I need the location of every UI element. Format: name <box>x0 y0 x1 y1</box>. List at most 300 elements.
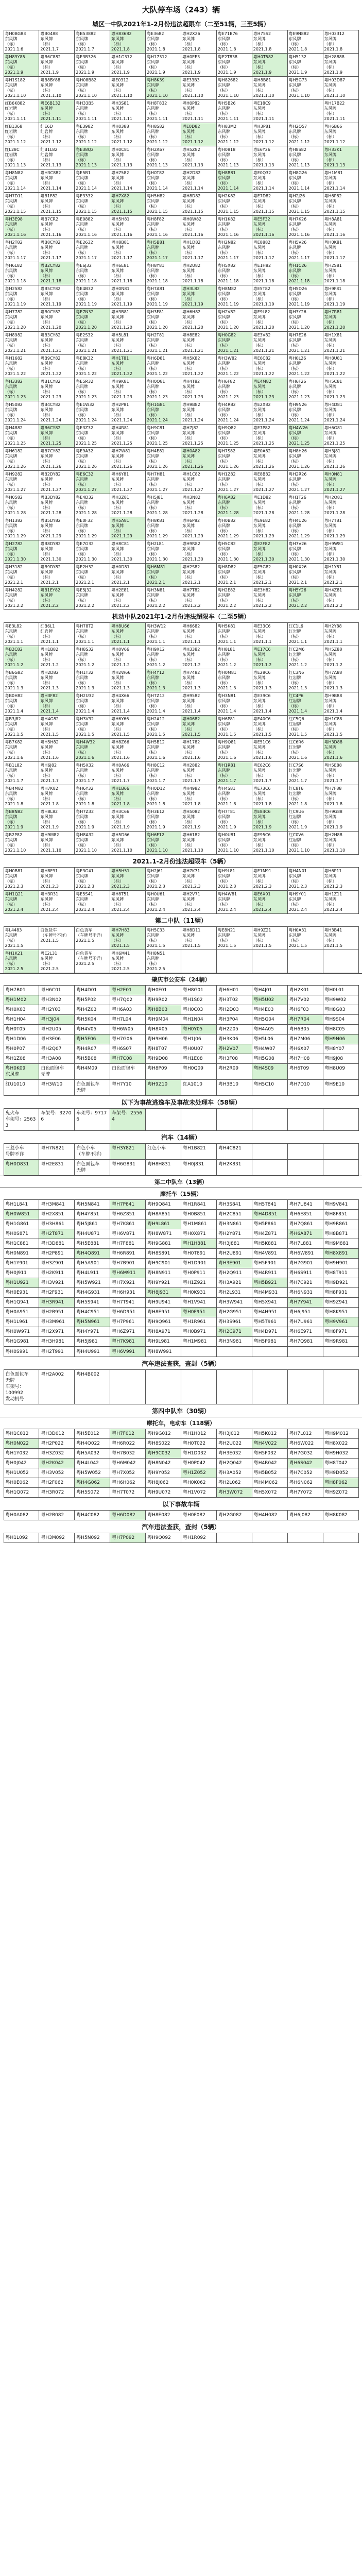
vehicle-table-d <box>4 926 359 973</box>
vehicle-cell <box>252 1533 287 1543</box>
vehicle-cell: 粤H1H881 <box>181 1239 216 1249</box>
vehicle-cell: 粤H0G82 东风牌 （标） 2021.1.21 <box>216 332 252 355</box>
vehicle-cell: 粤B8BY88 东风牌 （标） 2021.1.10 <box>39 77 75 100</box>
vehicle-cell <box>287 100 323 123</box>
vehicle-cell: 粤H89Y85 东风牌 （标） 2021.1.9 <box>4 54 39 77</box>
vehicle-cell: 粤H8S891 <box>146 1249 181 1259</box>
vehicle-cell: 粤H8F971 <box>323 1327 358 1337</box>
vehicle-cell: 粤H5W052 <box>75 1468 110 1478</box>
vehicle-cell: 粤H2L931 <box>216 1288 252 1298</box>
vehicle-cell: 粤H0L26 东风牌 （标） 2021.1.22 <box>287 355 323 378</box>
vehicle-cell: 粤H1Z82 东风牌 （标） 2021.1.27 <box>216 471 252 494</box>
vehicle-cell: 粤H4V05 <box>75 1025 110 1035</box>
vehicle-cell: 粤H8U66 东风牌 （标） 2021.1.1 <box>110 623 146 646</box>
vehicle-cell: 粤H5A901 <box>75 1259 110 1268</box>
vehicle-cell: 粤H9F81 东风牌 （标） 2021.1.19 <box>323 285 358 309</box>
vehicle-cell: 粤H7N821 <box>39 1144 75 1160</box>
vehicle-cell: 粤H9K81 东风牌 （标） 2021.1.23 <box>110 378 146 401</box>
vehicle-cell: 粤H6A82 东风牌 （标） 2021.1.28 <box>216 494 252 517</box>
table-row <box>4 1308 358 1317</box>
vehicle-cell: 粤H4S81 东风牌 （标） 2021.1.8 <box>216 785 252 808</box>
vehicle-cell: 粤H5C81 东风牌 （标） 2021.1.23 <box>323 378 358 401</box>
vehicle-cell: 粤H9Y921 <box>146 1278 181 1288</box>
vehicle-cell: 粤H7Q981 <box>287 1337 323 1347</box>
vehicle-cell: 粤H2E81 东风牌 （标） 2021.2.2 <box>110 587 146 610</box>
vehicle-cell: 粤H5E881 <box>75 1239 110 1249</box>
vehicle-cell: 粤H3Z901 <box>39 1259 75 1268</box>
vehicle-cell: 粤H8B81 东风牌 （标） 2021.1.17 <box>110 239 146 262</box>
vehicle-cell: 粤H2U82 东风牌 （标） 2021.1.18 <box>181 262 216 285</box>
vehicle-cell: 粤E9A32 东风牌 （标） 2021.1.26 <box>75 448 110 471</box>
table-row <box>4 808 358 832</box>
vehicle-cell: 粤H5F901 <box>252 1259 287 1268</box>
vehicle-cell: 粤H7C052 <box>287 1468 323 1478</box>
vehicle-cell: 粤H3F82 东风牌 （标） 2021.1.4 <box>39 692 75 716</box>
vehicle-cell: 粤H2Q911 <box>216 1268 252 1278</box>
vehicle-cell: 粤H6L82 东风牌 （标） 2021.1.18 <box>4 262 39 285</box>
section-title-8: 第四中队车（30辆） <box>152 1408 210 1415</box>
vehicle-cell: 粤H9X12 东风牌 （标） 2021.1.2 <box>146 646 181 669</box>
table-row <box>4 355 358 378</box>
vehicle-cell: 红C3N6 红岩牌 （标） 2021.1.3 <box>287 669 323 692</box>
table-row <box>4 1054 358 1064</box>
vehicle-cell: 粤H2Y88 东风牌 （标） 2021.1.1 <box>323 623 358 646</box>
vehicle-cell: 白色面包车 无牌 <box>39 1064 75 1080</box>
vehicle-cell: 粤H5K04 <box>75 1015 110 1025</box>
vehicle-cell <box>252 1144 287 1160</box>
vehicle-cell: 粤H8C05 <box>323 1025 358 1035</box>
table-row <box>4 1035 358 1044</box>
vehicle-cell <box>252 1160 287 1176</box>
vehicle-cell: 粤H0W82 东风牌 （标） 2021.1.16 <box>181 216 216 239</box>
vehicle-table-e <box>4 985 359 1096</box>
vehicle-cell: 粤H1E08 <box>181 1054 216 1064</box>
section-title-9: 以下事故车辆 <box>162 1501 200 1508</box>
vehicle-cell: 粤E40C6 东风牌 （标） 2021.1.5 <box>252 716 287 739</box>
vehicle-cell: 粤H2G951 <box>216 1308 252 1317</box>
vehicle-cell: 粤H3C882 东风牌 （标） 2021.1.14 <box>39 170 75 193</box>
vehicle-cell: 粤H2S81 东风牌 （标） 2021.1.18 <box>323 262 358 285</box>
vehicle-cell: 车架号：25564 <box>110 1109 146 1131</box>
vehicle-cell: 粤H1U052 <box>4 1468 39 1478</box>
vehicle-cell: 粤H9H901 <box>323 1259 358 1268</box>
vehicle-cell: 粤H3W941 <box>216 1298 252 1308</box>
vehicle-cell: 粤H9R861 <box>323 1219 358 1229</box>
vehicle-cell: 粤H5W921 <box>75 1278 110 1288</box>
vehicle-cell: 粤H5N961 <box>75 1317 110 1327</box>
vehicle-cell: 粤H0582 东风牌 （标） 2021.1.28 <box>4 494 39 517</box>
vehicle-cell: 粤H6F03 <box>287 1005 323 1015</box>
vehicle-cell: 红C2M6 红岩牌 （标） 2021.1.2 <box>287 646 323 669</box>
vehicle-cell: 粤H9S04 <box>323 1015 358 1025</box>
vehicle-cell: 粤H7A88 东风牌 （标） 2021.1.3 <box>323 669 358 692</box>
table-row <box>4 1200 358 1210</box>
vehicle-cell: 粤H7K861 <box>110 1219 146 1229</box>
vehicle-cell: 粤H7H08 <box>287 1054 323 1064</box>
vehicle-cell: 粤H6S911 <box>287 1268 323 1278</box>
table-row <box>4 1317 358 1327</box>
vehicle-cell: 粤H0U81 东风牌 （标） 2021.1.10 <box>216 832 252 855</box>
vehicle-cell: 三菱小车 号牌不详 <box>4 1144 39 1160</box>
vehicle-cell: 粤H0D831 <box>4 1160 39 1176</box>
vehicle-cell: 粤E6C82 东风牌 （标） 2021.1.22 <box>252 355 287 378</box>
vehicle-cell: 红C8T6 红岩牌 （标） 2021.1.8 <box>287 785 323 808</box>
vehicle-cell <box>216 1370 252 1404</box>
vehicle-cell: 粤H0C81 东风牌 （标） 2021.1.13 <box>110 146 146 170</box>
vehicle-cell: 粤H7T82 东风牌 （标） 2021.2.2 <box>181 587 216 610</box>
vehicle-cell: 粤H8H26 东风牌 （标） 2021.1.26 <box>287 448 323 471</box>
vehicle-cell: 粤H0K931 <box>181 1288 216 1298</box>
vehicle-cell <box>216 950 252 973</box>
vehicle-cell: 粤H6T09 <box>287 1064 323 1080</box>
vehicle-cell: 粤H7P092 <box>110 1533 146 1543</box>
vehicle-cell: 粤H8N82 东风牌 （标） 2021.1.14 <box>4 170 39 193</box>
section-subtitle-4: 肇庆市公安车（24辆） <box>0 973 362 985</box>
vehicle-cell: 粤H1M861 <box>181 1219 216 1229</box>
vehicle-cell: 粤H1T81 东风牌 （标） 2021.1.22 <box>110 355 146 378</box>
vehicle-cell: 粤H6Z851 <box>110 1210 146 1219</box>
table-row <box>4 1044 358 1054</box>
vehicle-cell: 粤H4S09 <box>252 1064 287 1080</box>
vehicle-cell: 粤H2G082 <box>216 1511 252 1520</box>
vehicle-cell: 粤H8P09 <box>146 1064 181 1080</box>
vehicle-cell: 粤E0882 东风牌 （标） 2021.1.16 <box>75 216 110 239</box>
vehicle-cell: 粤H2X26 东风牌 （标） 2021.1.8 <box>181 30 216 54</box>
vehicle-cell: 粤H4U871 <box>75 1229 110 1239</box>
vehicle-cell: 粤H1T32 东风牌 （标） 2021.1.3 <box>75 669 110 692</box>
vehicle-cell: 粤H4C821 <box>216 1144 252 1160</box>
vehicle-cell: 粤H5082 东风牌 （标） 2021.1.24 <box>4 401 39 425</box>
vehicle-cell <box>287 1144 323 1160</box>
vehicle-cell: 粤H7C08 <box>110 1054 146 1064</box>
vehicle-cell: 粤E2632 东风牌 （标） 2021.1.17 <box>75 239 110 262</box>
vehicle-cell: 粤B4M82 东风牌 （标） 2021.1.8 <box>4 785 39 808</box>
vehicle-cell: 粤H6E971 <box>287 1327 323 1337</box>
vehicle-cell: 粤H2P022 <box>39 1439 75 1449</box>
vehicle-cell: 粤H7482 东风牌 （标） 2021.1.3 <box>181 669 216 692</box>
vehicle-cell: 粤H3M961 <box>39 1317 75 1327</box>
vehicle-cell: 粤E6J32 东风牌 （标） 2021.1.18 <box>75 262 110 285</box>
vehicle-cell: 粤H9582 东风牌 （标） 2021.1.4 <box>181 692 216 716</box>
vehicle-cell: 粤H1Q21 东风牌 （标） 2021.2.4 <box>4 891 39 914</box>
vehicle-cell: 粤H6P11 东风牌 （标） 2021.2.3 <box>323 868 358 891</box>
vehicle-cell: 粤H3H861 <box>39 1219 75 1229</box>
vehicle-cell: 粤H3N81 东风牌 （标） 2021.2.2 <box>146 587 181 610</box>
vehicle-cell: 粤H7P961 <box>110 1317 146 1327</box>
vehicle-cell: 粤H9C032 <box>146 1449 181 1459</box>
vehicle-cell: 粤H4H082 <box>252 1511 287 1520</box>
vehicle-cell: 粤H4M931 <box>252 1288 287 1298</box>
vehicle-cell: 粤H8J931 <box>146 1288 181 1298</box>
vehicle-cell: 粤H3S81 东风牌 （标） 2021.1.11 <box>110 100 146 123</box>
vehicle-cell: 粤B53882 东风牌 （标） 2021.1.7 <box>75 30 110 54</box>
vehicle-cell: 粤H7J82 东风牌 （标） 2021.1.25 <box>181 425 216 448</box>
vehicle-cell: 粤H8T042 <box>323 1459 358 1468</box>
vehicle-cell: 粤H0T582 东风牌 （标） 2021.1.9 <box>252 54 287 77</box>
table-row <box>4 1005 358 1015</box>
vehicle-cell: 粤H0B82 东风牌 （标） 2021.1.29 <box>216 517 252 540</box>
vehicle-cell: 粤H7L881 <box>287 1239 323 1249</box>
table-row <box>4 950 358 973</box>
vehicle-cell: 粤H5Z88 东风牌 （标） 2021.1.2 <box>323 646 358 669</box>
table-row <box>4 1370 358 1404</box>
vehicle-cell: 粤H3B81 东风牌 （标） 2021.1.20 <box>110 309 146 332</box>
vehicle-cell: 粤H1R81 东风牌 （标） 2021.1.7 <box>216 762 252 785</box>
vehicle-cell: 粤H1K21 东风牌 （标） 2021.2.5 <box>4 950 39 973</box>
vehicle-cell: 粤H8D82 东风牌 （标） 2021.2.1 <box>216 564 252 587</box>
vehicle-cell: 粤H3W82 东风牌 （标） 2021.1.22 <box>216 355 252 378</box>
table-row <box>4 1268 358 1278</box>
vehicle-cell: 粤H1V941 <box>181 1298 216 1308</box>
vehicle-cell: 红C9U6 红岩牌 （标） 2021.1.9 <box>287 808 323 832</box>
vehicle-cell: 粤H4T82 东风牌 （标） 2021.1.23 <box>181 378 216 401</box>
vehicle-cell: 粤E3H82 东风牌 （标） 2021.2.2 <box>252 587 287 610</box>
vehicle-cell: 粤H9W02 <box>323 995 358 1005</box>
vehicle-cell: 粤H7B032 <box>110 1449 146 1459</box>
vehicle-cell: 粤H0X26 东风牌 （标） 2021.2.1 <box>287 564 323 587</box>
vehicle-cell: 粤H3D012 <box>39 1429 75 1439</box>
table-row <box>4 401 358 425</box>
vehicle-cell: 粤H5C82 东风牌 （标） 2021.1.30 <box>216 540 252 564</box>
vehicle-cell: 粤H7T81 东风牌 （标） 2021.1.9 <box>216 808 252 832</box>
vehicle-cell: 粤H8X022 <box>323 1439 358 1449</box>
vehicle-cell: 粤E3982 东风牌 （标） 2021.1.12 <box>75 123 110 146</box>
table-row <box>4 1219 358 1229</box>
vehicle-cell: 粤H2Z05 <box>216 1025 252 1035</box>
vehicle-cell: 粤H9Q81 东风牌 （标） 2021.1.6 <box>216 739 252 762</box>
vehicle-cell: 粤E6B132 东风牌 （标） 2021.1.11 <box>39 100 75 123</box>
vehicle-cell: 粤H0J831 <box>181 1160 216 1176</box>
vehicle-cell: 粤H3S961 <box>216 1317 252 1327</box>
vehicle-cell: 粤H1782 东风牌 （标） 2021.1.6 <box>181 739 216 762</box>
vehicle-cell: 粤H6G81 东风牌 （标） 2021.1.25 <box>323 425 358 448</box>
vehicle-cell: 粤H4882 东风牌 （标） 2021.1.25 <box>4 425 39 448</box>
vehicle-cell <box>146 1109 181 1131</box>
vehicle-cell: 粤H5V26 东风牌 （标） 2021.1.17 <box>287 239 323 262</box>
vehicle-cell: 粤H5J861 <box>75 1219 110 1229</box>
vehicle-cell: 粤H6M41 东风牌 （标） 2021.2.5 <box>110 950 146 973</box>
vehicle-cell: 粤H5K82 东风牌 （标） 2021.1.22 <box>181 355 216 378</box>
vehicle-cell: 粤H1X81 东风牌 （标） 2021.1.21 <box>323 332 358 355</box>
vehicle-cell: 粤H8C12 东风牌 （标） 2021.1.7 <box>146 762 181 785</box>
vehicle-cell: 粤H7P841 <box>110 1200 146 1210</box>
vehicle-cell: 粤E0A82 东风牌 （标） 2021.1.26 <box>252 448 287 471</box>
vehicle-cell: 粤H7V26 东风牌 （标） 2021.1.30 <box>287 540 323 564</box>
section-title-2: 机动中队2021年1-2月份违法超限车（二至5辆） <box>112 613 250 620</box>
vehicle-cell: 粤H6Y81 东风牌 （标） 2021.1.27 <box>110 471 146 494</box>
vehicle-cell: 粤H5J81 东风牌 （标） 2021.1.28 <box>146 494 181 517</box>
vehicle-cell: 粤H7Y072 <box>287 1488 323 1498</box>
vehicle-cell: 粤E3682 东风牌 （标） 2021.1.8 <box>146 30 181 54</box>
vehicle-cell: 粤H1S182 东风牌 （标） 2021.1.10 <box>4 77 39 100</box>
vehicle-cell: 粤H4U991 <box>75 1347 110 1357</box>
vehicle-cell: 粤H6182 东风牌 （标） 2021.1.26 <box>4 448 39 471</box>
vehicle-cell <box>287 1160 323 1176</box>
vehicle-cell: 粤H2H88 东风牌 （标） 2021.1.10 <box>323 832 358 855</box>
vehicle-cell: 粤H6W891 <box>287 1249 323 1259</box>
vehicle-table-g <box>4 1143 359 1176</box>
vehicle-cell: 粤H8D82 东风牌 （标） 2021.1.15 <box>181 193 216 216</box>
vehicle-cell: 粤H0F951 <box>181 1308 216 1317</box>
vehicle-cell: 粤H7782 东风牌 （标） 2021.1.20 <box>4 309 39 332</box>
vehicle-cell: 粤H1T26 东风牌 （标） 2021.1.28 <box>287 494 323 517</box>
vehicle-cell: 粤E4D32 东风牌 （标） 2021.1.28 <box>75 494 110 517</box>
vehicle-cell: 粤B8DY82 东风牌 （标） 2021.1.30 <box>39 540 75 564</box>
vehicle-cell: 粤H2Q57 东风牌 （标） 2021.1.12 <box>287 123 323 146</box>
vehicle-cell: 粤H8982 东风牌 （标） 2021.1.21 <box>4 332 39 355</box>
vehicle-cell: 粤H5K881 <box>252 1239 287 1249</box>
vehicle-cell: 粤E7P82 东风牌 （标） 2021.1.25 <box>252 425 287 448</box>
vehicle-cell: 粤E7G32 东风牌 （标） 2021.1.30 <box>75 540 110 564</box>
vehicle-cell: 粤H3R31 东风牌 （标） 2021.2.4 <box>39 891 75 914</box>
vehicle-cell: 粤H3A052 <box>216 1468 252 1478</box>
vehicle-cell: 粤H0N81 东风牌 （标） 2021.1.27 <box>323 471 358 494</box>
vehicle-cell: 粤H4N01 东风牌 （标） 2021.2.3 <box>287 868 323 891</box>
table-row <box>4 762 358 785</box>
table-row <box>4 692 358 716</box>
vehicle-cell: 粤H9Q092 <box>146 1533 181 1543</box>
vehicle-cell: 粤H2K01 <box>287 986 323 995</box>
vehicle-cell: 白色货车 （车牌号不详） 2021.1.5 <box>75 927 110 950</box>
vehicle-cell: 粤H1N04 <box>181 1015 216 1025</box>
vehicle-cell: 粤H4G931 <box>75 1288 110 1298</box>
table-row <box>4 587 358 610</box>
vehicle-cell: 粤H6N062 <box>287 1478 323 1488</box>
vehicle-cell: 红B6K882 红岩牌 （标） 2021.1.11 <box>4 100 39 123</box>
vehicle-cell: 粤H7G901 <box>287 1259 323 1268</box>
vehicle-cell: 粤H3F81 东风牌 （标） 2021.1.20 <box>146 309 181 332</box>
vehicle-cell: 粤H7A81 东风牌 （标） 2021.1.19 <box>146 285 181 309</box>
vehicle-cell: 粤B3CY82 东风牌 （标） 2021.1.21 <box>39 332 75 355</box>
table-row <box>4 1337 358 1347</box>
table-row <box>4 170 358 193</box>
vehicle-cell: 粤H6P82 东风牌 （标） 2021.1.15 <box>323 193 358 216</box>
vehicle-cell: 粤H8A81 东风牌 （标） 2021.1.16 <box>323 216 358 239</box>
vehicle-cell: 粤H0U07 <box>181 1044 216 1054</box>
vehicle-cell: 粤H6M911 <box>110 1268 146 1278</box>
vehicle-cell: 粤H0D12 东风牌 （标） 2021.1.8 <box>146 785 181 808</box>
vehicle-cell <box>216 1347 252 1357</box>
table-row <box>4 1249 358 1259</box>
vehicle-cell: 粤H6F26 东风牌 （标） 2021.1.23 <box>287 378 323 401</box>
vehicle-cell: 粤H6D951 <box>110 1308 146 1317</box>
vehicle-cell: 粤E1H82 东风牌 （标） 2021.1.18 <box>252 262 287 285</box>
vehicle-cell: 粤H0B851 <box>181 1210 216 1219</box>
vehicle-cell: 粤H9L81 东风牌 （标） 2021.2.3 <box>216 868 252 891</box>
vehicle-cell: 红C7S6 红岩牌 （标） 2021.1.7 <box>287 762 323 785</box>
vehicle-cell: 粤H1K82 东风牌 （标） 2021.1.16 <box>216 216 252 239</box>
table-row <box>4 927 358 950</box>
vehicle-cell: 粤H2L062 <box>216 1478 252 1488</box>
table-row <box>4 1429 358 1439</box>
vehicle-cell <box>252 1347 287 1357</box>
vehicle-cell: 粤E1M91 东风牌 （标） 2021.2.3 <box>252 868 287 891</box>
vehicle-cell: 粤H1C012 <box>4 1429 39 1439</box>
vehicle-cell: 粤H5H51 东风牌 （标） 2021.2.3 <box>110 868 146 891</box>
vehicle-cell: 粤B1EY82 东风牌 （标） 2021.2.2 <box>39 587 75 610</box>
vehicle-cell: 粤H5X32 东风牌 （标） 2021.1.7 <box>75 762 110 785</box>
vehicle-cell: 粤H0J911 <box>4 1268 39 1278</box>
vehicle-cell: 粤E5F32 东风牌 （标） 2021.1.16 <box>252 216 287 239</box>
vehicle-cell: 粤B2DY82 东风牌 （标） 2021.1.27 <box>39 471 75 494</box>
vehicle-cell: 粤E3332 东风牌 （标） 2021.1.15 <box>75 193 110 216</box>
vehicle-cell: 粤H0T05 <box>4 1025 39 1035</box>
vehicle-cell: 粤E1W32 东风牌 （标） 2021.1.24 <box>75 401 110 425</box>
vehicle-cell: 粤H6C01 <box>39 986 75 995</box>
vehicle-cell <box>181 1347 216 1357</box>
vehicle-cell: 粤B2C82 东风牌 （标） 2021.1.2 <box>4 646 39 669</box>
vehicle-cell: 粤H8K39 东风牌 （标） 2021.1.10 <box>146 77 181 100</box>
vehicle-cell: 粤H5S941 <box>75 1298 110 1308</box>
table-row <box>4 1144 358 1160</box>
vehicle-cell: 粤H4G062 <box>75 1478 110 1488</box>
vehicle-cell: 粤H0B81 东风牌 （标） 2021.2.3 <box>4 868 39 891</box>
vehicle-cell: 粤H7W81 东风牌 （标） 2021.1.26 <box>110 448 146 471</box>
vehicle-cell: 粤H8F851 <box>323 1210 358 1219</box>
vehicle-cell: 粤H3182 东风牌 （标） 2021.2.1 <box>4 564 39 587</box>
vehicle-cell: 粤B7CY82 东风牌 （标） 2021.1.26 <box>39 448 75 471</box>
vehicle-cell: 粤H1L092 <box>4 1533 39 1543</box>
vehicle-cell: 粤H1D82 东风牌 （标） 2021.1.17 <box>181 239 216 262</box>
vehicle-cell: 红C4P6 红岩牌 （标） 2021.1.4 <box>287 692 323 716</box>
vehicle-cell: 粤H3J012 <box>216 1429 252 1439</box>
vehicle-cell: 粤H8E951 <box>146 1308 181 1317</box>
vehicle-cell: 粤H5G08 <box>252 1054 287 1064</box>
vehicle-cell: 白色面包车 无牌 <box>75 1160 110 1176</box>
vehicle-cell: 粤H4982 东风牌 （标） 2021.1.8 <box>181 785 216 808</box>
vehicle-cell: 粤H5P981 <box>252 1337 287 1347</box>
vehicle-cell: 粤H2P891 <box>39 1249 75 1259</box>
vehicle-cell: 白色面包车 无牌 <box>75 1080 110 1096</box>
vehicle-cell: 粤H8W991 <box>146 1347 181 1357</box>
vehicle-cell: 粤E33B3 东风牌 （标） 2021.1.10 <box>181 77 216 100</box>
vehicle-cell: 粤H7Y941 <box>287 1298 323 1308</box>
vehicle-cell: 粤H9282 东风牌 （标） 2021.1.27 <box>4 471 39 494</box>
vehicle-cell: 粤H0Q09 <box>181 1064 216 1080</box>
vehicle-cell: 粤B1CY82 东风牌 （标） 2021.1.23 <box>39 378 75 401</box>
vehicle-cell: 粤H9H06 <box>146 1035 181 1044</box>
vehicle-cell: 粤H2T991 <box>39 1347 75 1357</box>
vehicle-cell: 车架号：32706 <box>39 1109 75 1131</box>
vehicle-cell: 粤H2N82 东风牌 （标） 2021.1.17 <box>216 239 252 262</box>
vehicle-cell: 粤H3W072 <box>216 1488 252 1498</box>
table-row <box>4 494 358 517</box>
vehicle-cell: 粤H3A08 <box>39 1054 75 1064</box>
vehicle-cell: 粤H7X052 <box>110 1468 146 1478</box>
vehicle-cell: 粤H6B66 东风牌 （标） 2021.1.12 <box>323 123 358 146</box>
vehicle-cell: 粤H9M012 <box>323 1429 358 1439</box>
vehicle-cell: 粤H2S82 东风牌 （标） 2021.2.1 <box>181 564 216 587</box>
vehicle-cell: 粤H5C10 <box>252 1080 287 1096</box>
table-row <box>4 1229 358 1239</box>
vehicle-cell: 粤H7G06 <box>110 1035 146 1044</box>
vehicle-cell: 粤H9G012 <box>146 1429 181 1439</box>
vehicle-cell: 粤E6C32 东风牌 （标） 2021.1.27 <box>75 471 110 494</box>
vehicle-cell: 粤E9L82 东风牌 （标） 2021.1.20 <box>252 309 287 332</box>
vehicle-cell: 粤E38Q2 东风牌 （标） 2021.1.13 <box>75 146 110 170</box>
vehicle-cell: 粤H8T51 东风牌 （标） 2021.2.4 <box>110 891 146 914</box>
vehicle-cell: 粤H5082 东风牌 （标） 2021.1.9 <box>181 808 216 832</box>
vehicle-cell: 粤E3V82 东风牌 （标） 2021.1.21 <box>252 332 287 355</box>
vehicle-cell: 粤H9G881 <box>146 1239 181 1249</box>
table-row <box>4 262 358 285</box>
vehicle-cell: 粤H2T871 <box>39 1229 75 1239</box>
vehicle-cell: 粤H2Q07 <box>39 1044 75 1054</box>
vehicle-cell: 粤H3S841 <box>216 1200 252 1210</box>
vehicle-cell: 粤H9Q841 <box>146 1200 181 1210</box>
vehicle-cell: 粤H5B81 东风牌 （标） 2021.1.17 <box>146 239 181 262</box>
vehicle-cell: 粤H6R891 <box>110 1249 146 1259</box>
